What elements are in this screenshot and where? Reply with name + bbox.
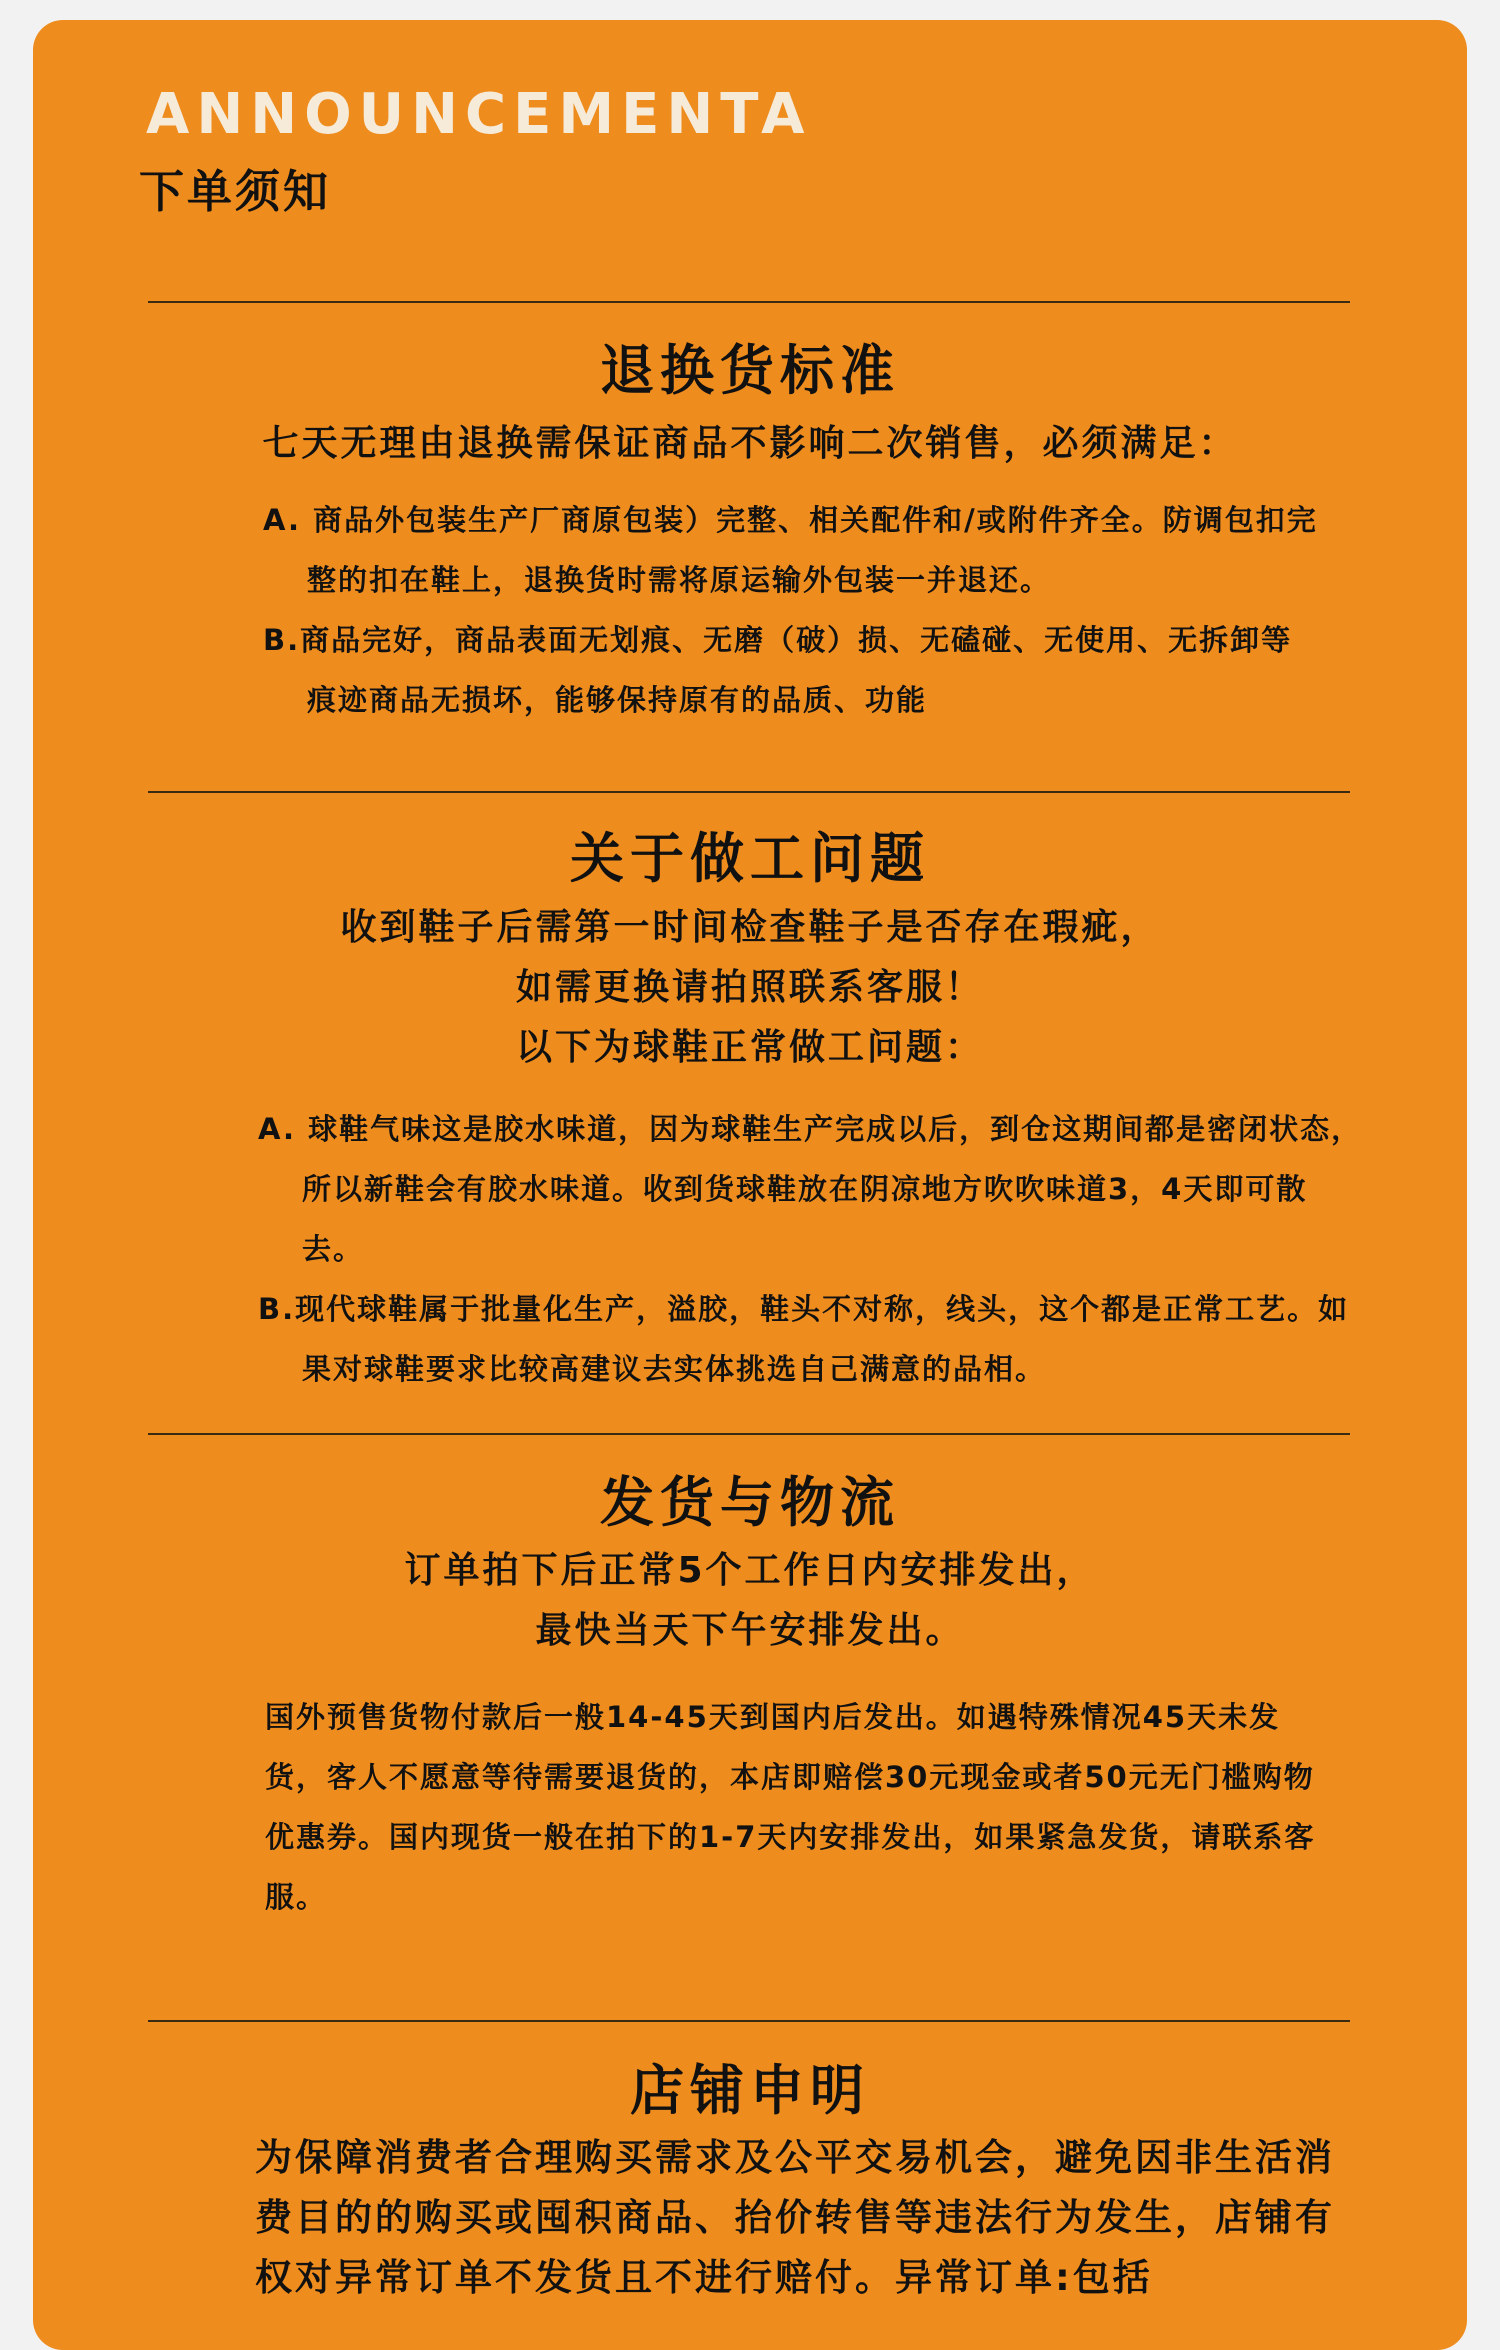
shipping-title: 发货与物流 xyxy=(600,1471,900,1534)
divider xyxy=(148,791,1350,793)
shipping-paragraph: 国外预售货物付款后一般14-45天到国内后发出。如遇特殊情况45天未发货，客人不愿意等待需要退货的，本店即赔偿30元现金或者50元无门槛购物优惠券。国内现货一般在拍下的1-7天内安排发出，如果紧急发货，请联系客服。 xyxy=(265,1700,1316,1914)
announcement-card xyxy=(33,20,1467,2350)
header-title-zh: 下单须知 xyxy=(139,165,332,218)
returns-item-b: B.商品完好，商品表面无划痕、无磨（破）损、无磕碰、无使用、无拆卸等痕迹商品无损坏，能够保持原有的品质、功能 xyxy=(263,623,1293,717)
store-paragraph: 为保障消费者合理购买需求及公平交易机会，避免因非生活消费目的的购买或囤积商品、抬价转售等违法行为发生，店铺有权对异常订单不发货且不进行赔付。异常订单:包括 xyxy=(255,2136,1335,2299)
returns-title: 退换货标准 xyxy=(600,339,900,402)
header-title-en: ANNOUNCEMENTA xyxy=(146,82,812,147)
returns-subtitle: 七天无理由退换需保证商品不影响二次销售，必须满足： xyxy=(262,423,1238,464)
store-title: 店铺申明 xyxy=(630,2059,870,2122)
workmanship-item-b: B.现代球鞋属于批量化生产，溢胶，鞋头不对称，线头，这个都是正常工艺。如果对球鞋要求比较高建议去实体挑选自己满意的品相。 xyxy=(258,1292,1350,1386)
divider xyxy=(148,301,1350,303)
workmanship-list xyxy=(258,1099,1368,1399)
divider xyxy=(148,2020,1350,2022)
workmanship-title: 关于做工问题 xyxy=(570,827,930,890)
workmanship-subtitle-1: 收到鞋子后需第一时间检查鞋子是否存在瑕疵， xyxy=(340,907,1160,948)
workmanship-subtitle-3: 以下为球鞋正常做工问题： xyxy=(515,1027,984,1068)
returns-list xyxy=(263,490,1323,730)
shipping-subtitle-1: 订单拍下后正常5个工作日内安排发出， xyxy=(404,1550,1096,1591)
returns-item-a: A. 商品外包装生产厂商原包装）完整、相关配件和/或附件齐全。防调包扣完整的扣在鞋上，退换货时需将原运输外包装一并退还。 xyxy=(263,503,1318,597)
shipping-subtitle-2: 最快当天下午安排发出。 xyxy=(535,1610,965,1651)
divider xyxy=(148,1433,1350,1435)
workmanship-subtitle-2: 如需更换请拍照联系客服！ xyxy=(515,967,984,1008)
workmanship-item-a: A. 球鞋气味这是胶水味道，因为球鞋生产完成以后，到仓这期间都是密闭状态，所以新鞋会有胶水味道。收到货球鞋放在阴凉地方吹吹味道3，4天即可散去。 xyxy=(258,1112,1363,1266)
